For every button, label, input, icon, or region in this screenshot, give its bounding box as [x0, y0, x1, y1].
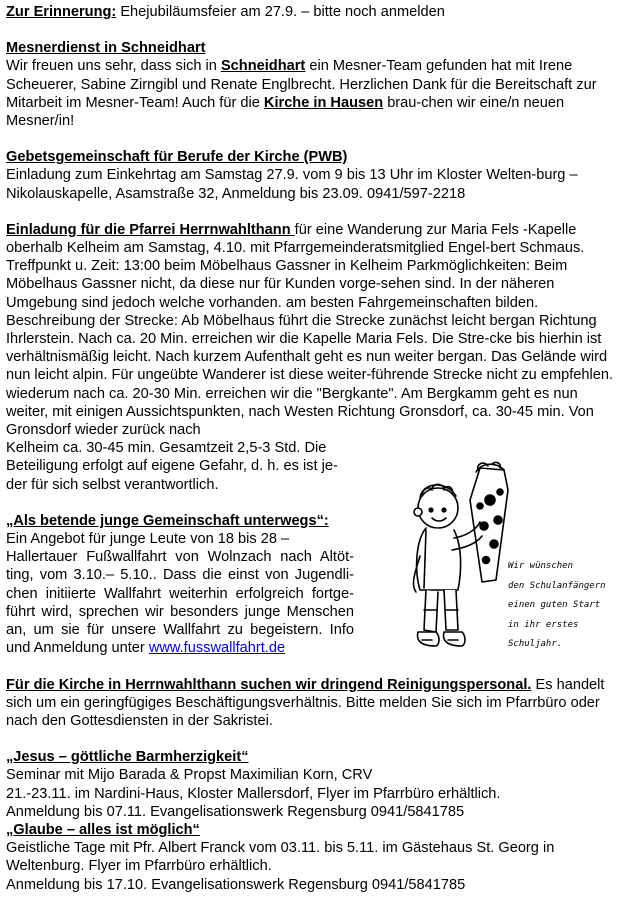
- caption-line: einen guten Start: [508, 600, 601, 610]
- jesus-heading: „Jesus – göttliche Barmherzigkeit“: [6, 749, 249, 766]
- glaube-text: Geistliche Tage mit Pfr. Albert Franck vom 03.11. bis 5.11. im Gästehaus St. Georg in Weltenburg. Flyer im Pfarrbüro erhältlich.: [6, 840, 555, 875]
- glaube-line3: Anmeldung bis 17.10. Evangelisationswerk Regensburg 0941/5841785: [6, 876, 466, 893]
- youth-line1: Ein Angebot für junge Leute von 18 bis 28 –: [6, 531, 290, 548]
- youth-text: [6, 548, 354, 657]
- illustration-caption: [508, 557, 620, 655]
- fusswallfahrt-link[interactable]: www.fusswallfahrt.de: [148, 640, 286, 657]
- caption-line: den Schulanfängern: [508, 580, 606, 591]
- cleaning: [6, 676, 614, 731]
- mesner-text: [6, 57, 614, 130]
- mesner-text-1: Wir freuen uns sehr, dass sich in: [6, 58, 221, 75]
- mesner-strong-schneidhart: Schneidhart: [220, 58, 306, 75]
- youth-body: Hallertauer Fußwallfahrt von Wolnzach nach Altöt-ting, vom 3.10.– 5.10.. Dass die einst von Jugendli-chen initiierte Wallfahrt weiterhin erfolgreich fortge-führt wird, sprechen wir besonders junge Menschen an, um sie für unsere Wallfahrt zu begeistern. Info und Anmeldung unter: [6, 549, 354, 657]
- jesus-line: 21.-23.11. im Nardini-Haus, Kloster Mallersdorf, Flyer im Pfarrbüro erhältlich.: [6, 785, 501, 802]
- pwb-text: Einladung zum Einkehrtag am Samstag 27.9. vom 9 bis 13 Uhr im Kloster Welten-burg – Nikolauskapelle, Asamstraße 32, Anmeldung bis 23.09. 0941/597-2218: [6, 167, 578, 202]
- hike-end: Kelheim ca. 30-45 min. Gesamtzeit 2,5-3 Std. Die Beteiligung erfolgt auf eigene Gefahr, d. h. es ist je-der für sich selbst verantwortlich.: [6, 440, 338, 493]
- jesus-line: Anmeldung bis 07.11. Evangelisationswerk Regensburg 0941/5841785: [6, 803, 465, 820]
- reminder-label: Zur Erinnerung:: [6, 4, 117, 20]
- youth-heading: „Als betende junge Gemeinschaft unterwegs“:: [6, 512, 329, 529]
- school-child-illustration: [396, 460, 618, 675]
- hike-intro-text: für eine Wanderung zur Maria Fels -Kapelle oberhalb Kelheim am Samstag, 4.10. mit Pfarrgemeinderatsmitglied Engel-bert Schmaus. Treffpunkt u. Zeit: 13:00 beim Möbelhaus Gassner in Kelheim Parkmöglichkeiten: Beim Möbelhaus Gassner nicht, da diese nur für Kunden vorge-sehen sind. In der näheren Umgebung sind jedoch welche vorhanden. am besten Fahrgemeinschaften bilden.: [6, 221, 585, 311]
- glaube-heading: „Glaube – alles ist möglich“: [6, 821, 200, 838]
- hike-heading: Einladung für die Pfarrei Herrnwahlthann: [6, 221, 295, 238]
- bulletin-page: [6, 3, 614, 894]
- caption-line: Wir wünschen: [508, 561, 574, 571]
- mesner-heading: Mesnerdienst in Schneidhart: [6, 40, 206, 57]
- mesner-text-2: ein Mesner-Team gefunden hat mit Irene Scheuerer, Sabine Zirngibl und Renate Englbrecht. Herzlichen Dank für die Bereitschaft zur Mitarbeit im Mesner-Team! Auch für die: [6, 58, 597, 111]
- caption-line: in ihr erstes: [508, 619, 579, 630]
- hike-description: Beschreibung der Strecke: Ab Möbelhaus führt die Strecke zunächst leicht bergan Richtung Ihrlerstein. Nach ca. 20 Min. erreichen wir die Kapelle Maria Fels. Die Stre-cke bis hierhin ist verhältnismäßig leicht. Nach kurzem Aufenthalt geht es nun weiter bergan. Das Gelände wird nun leicht alpin. Für ungeübte Wanderer ist diese weiter-führende Strecke nicht zu empfehlen. wiederum nach ca. 20-30 Min. erreichen wir die "Bergkante". Am Bergkamm geht es nun weiter, mit einigen Aussichtspunkten, nach Westen Richtung Gronsdorf, ca. 30-45 min. Von Gronsdorf wieder zurück nach: [6, 312, 614, 439]
- hike-intro: [6, 221, 614, 312]
- caption-line: Schuljahr.: [508, 639, 563, 649]
- cleaning-text: Es handelt sich um ein geringfügiges Beschäftigungsverhältnis. Bitte melden Sie sich im Pfarrbüro oder nach den Gottesdiensten in der Sakristei.: [6, 676, 605, 729]
- reminder: [6, 3, 614, 21]
- reminder-text: Ehejubiläumsfeier am 27.9. – bitte noch anmelden: [116, 4, 445, 20]
- jesus-line: Seminar mit Mijo Barada & Propst Maximilian Korn, CRV: [6, 767, 373, 784]
- pwb-heading: Gebetsgemeinschaft für Berufe der Kirche (PWB): [6, 149, 348, 166]
- cleaning-heading: Für die Kirche in Herrnwahlthann suchen wir dringend Reinigungspersonal.: [6, 676, 532, 693]
- mesner-strong-hausen: Kirche in Hausen: [263, 94, 384, 111]
- child-with-school-cone-drawing: [396, 460, 514, 675]
- mesner-text-3: brau-chen wir eine/n neuen Mesner/in!: [6, 94, 565, 130]
